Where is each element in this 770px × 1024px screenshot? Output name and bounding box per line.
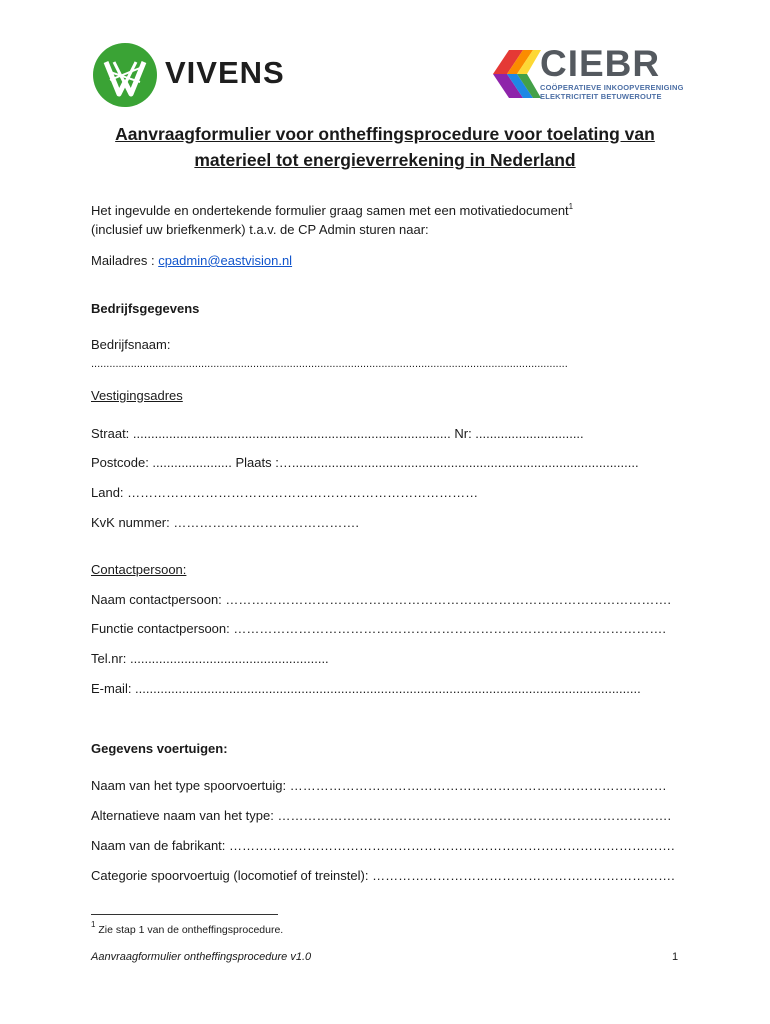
vivens-wordmark: VIVENS	[165, 55, 285, 90]
intro-line1	[91, 203, 573, 218]
footer-doc-title: Aanvraagformulier ontheffingsprocedure v1.0	[91, 951, 312, 963]
country-field[interactable]: Land: ………………………………………………………………………	[91, 485, 479, 500]
ciebr-subtitle-line2: ELEKTRICITEIT BETUWEROUTE	[540, 91, 662, 101]
intro-line2: (inclusief uw briefkenmerk) t.a.v. de CP Admin sturen naar:	[91, 222, 429, 237]
mail-line	[91, 253, 292, 268]
footnote-number: 1	[91, 920, 96, 929]
page-number: 1	[672, 951, 679, 963]
contact-heading: Contactpersoon:	[91, 562, 187, 577]
document-title-line1: Aanvraagformulier voor ontheffingsprocedure voor toelating van	[115, 124, 655, 144]
footnote-divider	[91, 914, 278, 915]
contact-function-field[interactable]: Functie contactpersoon: ……………………………………………………………………………………….	[91, 621, 666, 636]
document-title-line2: materieel tot energieverrekening in Nederland	[194, 150, 576, 170]
phone-field[interactable]: Tel.nr: .......................................................	[91, 651, 329, 666]
company-heading: Bedrijfsgegevens	[91, 301, 200, 316]
company-name-field[interactable]: ............................................................................................................................................................	[91, 358, 568, 370]
vehicles-heading: Gegevens voertuigen:	[91, 741, 228, 756]
ciebr-subtitle-line1: COÖPERATIEVE INKOOPVERENIGING	[540, 83, 684, 92]
mail-link[interactable]: cpadmin@eastvision.nl	[158, 253, 293, 268]
footnote-text: Zie stap 1 van de ontheffingsprocedure.	[98, 924, 284, 936]
address-heading: Vestigingsadres	[91, 388, 183, 403]
mail-label: Mailadres :	[91, 253, 159, 268]
ciebr-wordmark: CIEBR	[540, 43, 661, 84]
vehicle-alt-name-field[interactable]: Alternatieve naam van het type: ……………………………………………………………………………….	[91, 808, 672, 823]
ciebr-logo-icon	[493, 46, 541, 102]
intro-text: Het ingevulde en ondertekende formulier graag samen met een motivatiedocument	[91, 203, 569, 218]
ciebr-subtitle	[540, 84, 684, 101]
vehicle-type-field[interactable]: Naam van het type spoorvoertuig: ……………………………………………………………………………	[91, 778, 667, 793]
footnote	[91, 920, 284, 936]
email-field[interactable]: E-mail: ............................................................................................................................................	[91, 681, 641, 696]
footnote-ref: 1	[568, 202, 574, 211]
postcode-city-field[interactable]: Postcode: ...................... Plaats :…................................................................................................	[91, 455, 639, 470]
company-name-label: Bedrijfsnaam:	[91, 337, 171, 352]
street-field[interactable]: Straat: ........................................................................................ Nr: ..............................	[91, 426, 584, 441]
contact-name-field[interactable]: Naam contactpersoon: ………………………………………………………………………………………….	[91, 592, 672, 607]
kvk-field[interactable]: KvK nummer: …………………………………….	[91, 515, 359, 530]
vivens-logo-icon	[92, 42, 158, 108]
manufacturer-field[interactable]: Naam van de fabrikant: ………………………………………………………………………………………….	[91, 838, 675, 853]
category-field[interactable]: Categorie spoorvoertuig (locomotief of treinstel): …………………………………………………………….	[91, 868, 675, 883]
